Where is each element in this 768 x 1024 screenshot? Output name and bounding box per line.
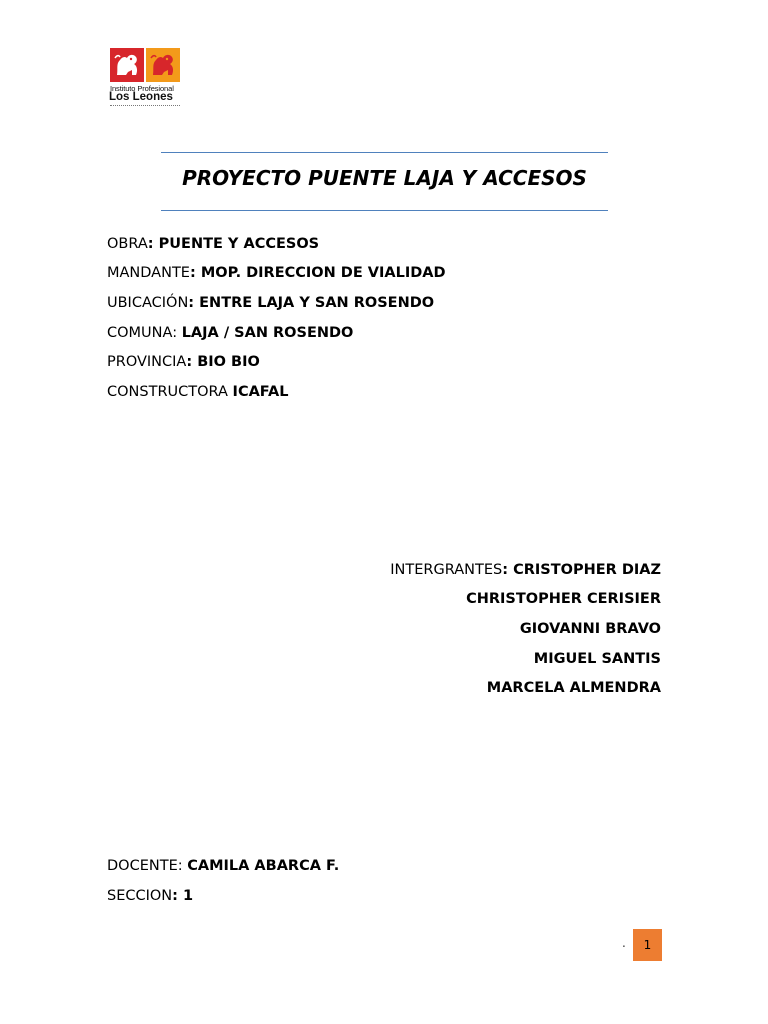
field-value: LAJA / SAN ROSENDO [181, 325, 354, 341]
field-label: UBICACIÓN [107, 295, 189, 311]
field-label: DOCENTE [107, 858, 178, 874]
document-title: PROYECTO PUENTE LAJA Y ACCESOS [182, 166, 587, 190]
field-value: CAMILA ABARCA F. [187, 858, 340, 874]
member-name: MIGUEL SANTIS [533, 651, 661, 667]
field-comuna [107, 325, 353, 341]
member-row [466, 591, 661, 607]
field-value: 1 [183, 888, 194, 904]
field-value: ENTRE LAJA Y SAN ROSENDO [199, 295, 435, 311]
field-value: ICAFAL [232, 384, 289, 400]
footer-dot: . [622, 936, 626, 950]
member-name: CHRISTOPHER CERISIER [466, 591, 661, 607]
member-row [520, 621, 661, 637]
members-heading [390, 562, 661, 578]
logo-tagline-decoration [110, 105, 180, 108]
field-label: OBRA [107, 236, 148, 252]
field-separator: : [188, 295, 200, 311]
field-value: BIO BIO [197, 354, 260, 370]
logo-institution-label: Instituto Profesional [110, 84, 174, 93]
logo-institution-name: Los Leones [109, 91, 173, 103]
field-provincia [107, 354, 260, 370]
title-bottom-rule [161, 210, 608, 211]
field-separator: : [186, 354, 198, 370]
member-row [487, 680, 661, 696]
field-label: COMUNA [107, 325, 173, 341]
page-number-badge: 1 [633, 929, 662, 961]
field-mandante [107, 265, 446, 281]
field-seccion [107, 888, 193, 904]
field-value: PUENTE Y ACCESOS [158, 236, 320, 252]
field-value: MOP. DIRECCION DE VIALIDAD [200, 265, 446, 281]
lions-emblem-icon [110, 48, 180, 82]
member-name: CRISTOPHER DIAZ [513, 562, 661, 578]
field-docente [107, 858, 339, 874]
field-label: CONSTRUCTORA [107, 384, 228, 400]
field-separator: : [189, 265, 201, 281]
title-top-rule [161, 152, 608, 153]
field-separator: : [177, 858, 188, 874]
institution-logo [108, 47, 182, 111]
member-name: MARCELA ALMENDRA [486, 680, 661, 696]
field-label: MANDANTE [107, 265, 190, 281]
field-obra [107, 236, 319, 252]
members-label: INTERGRANTES [390, 562, 503, 578]
field-constructora [107, 384, 289, 400]
field-separator: : [147, 236, 159, 252]
field-separator: : [172, 325, 182, 341]
field-ubicacion [107, 295, 434, 311]
field-label: SECCION [107, 888, 173, 904]
field-label: PROVINCIA [107, 354, 187, 370]
members-separator: : [502, 562, 514, 578]
field-separator: : [172, 888, 184, 904]
member-name: GIOVANNI BRAVO [519, 621, 661, 637]
member-row [534, 651, 661, 667]
